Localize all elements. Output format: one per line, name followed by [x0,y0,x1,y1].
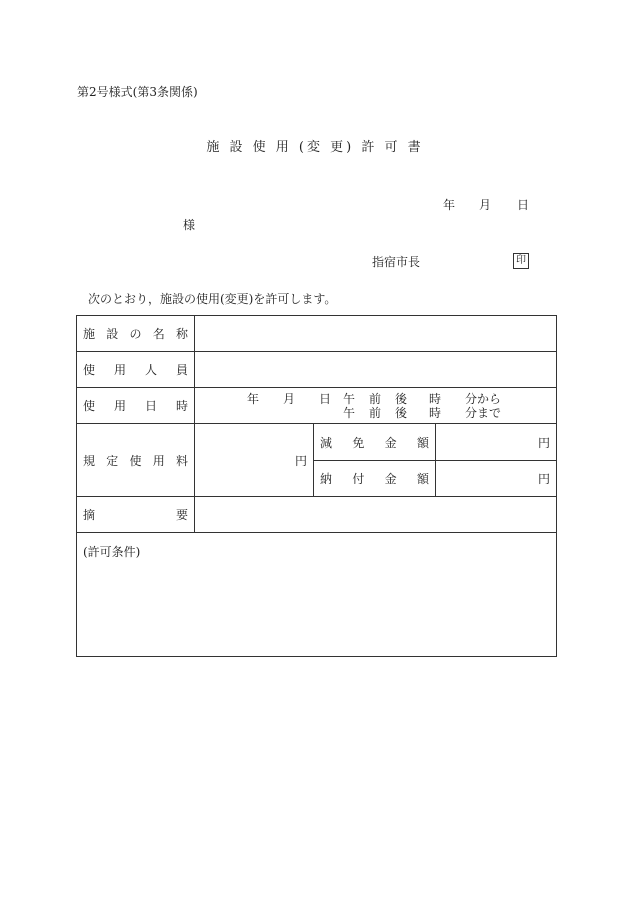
label-char: 用 [152,453,165,468]
conditions-label: (許可条件) [83,545,141,559]
am-label: 午 [343,391,356,406]
seal-mark: 印 [513,253,529,269]
label-char: 額 [416,472,429,486]
day-label: 日 [319,391,332,406]
label-char: 規 [83,453,96,468]
label-char: 使 [83,363,96,377]
users-field[interactable] [195,352,557,388]
label-char: 要 [175,508,188,522]
after-label: 後 [395,391,408,406]
label-char: 用 [113,399,126,413]
hour-label: 時 [429,391,442,406]
addressee-honorific: 様 [183,218,196,232]
fee-label [77,424,195,497]
am-label: 午 [343,405,356,420]
summary-field[interactable] [195,497,557,533]
hour-label: 時 [429,405,442,420]
date-month-label: 月 [479,198,492,212]
exemption-label [314,424,436,461]
label-char: 料 [175,453,188,468]
label-char: 員 [175,363,188,377]
before-label: 前 [369,391,382,406]
after-label: 後 [395,405,408,420]
users-row [77,352,557,388]
document-title: 施 設 使 用 (変 更) 許 可 書 [206,140,424,155]
users-label [77,352,195,388]
payment-amount-field[interactable] [436,461,557,497]
exemption-amount-field[interactable] [436,424,557,461]
conditions-row [77,533,557,657]
label-char: 付 [352,472,365,486]
label-char: 金 [384,435,397,450]
label-char: 摘 [83,508,96,522]
fee-row-1 [77,424,557,461]
label-char: 時 [175,399,188,413]
fee-amount-field[interactable] [195,424,314,497]
year-label: 年 [247,391,260,406]
label-char: 免 [352,435,365,450]
datetime-end-line [247,406,556,420]
datetime-field[interactable] [195,388,557,424]
datetime-row [77,388,557,424]
label-char: 名 [152,327,165,341]
label-char: 施 [83,327,96,341]
date-day-label: 日 [517,198,530,212]
form-number: 第2号様式(第3条関係) [77,85,198,99]
summary-row [77,497,557,533]
from-minute-label: 分から [465,391,502,406]
label-char: 納 [320,472,333,486]
facility-name-label [77,316,195,352]
label-char: 使 [83,399,96,413]
yen-unit: 円 [538,472,551,486]
permit-table [76,315,557,657]
month-label: 月 [283,391,296,406]
date-year-label: 年 [443,198,456,212]
issuer-title: 指宿市長 [372,255,421,269]
payment-label [314,461,436,497]
label-char: の [129,327,142,341]
issue-date [443,199,529,211]
label-char: 人 [144,363,157,377]
label-char: 日 [144,399,157,413]
datetime-start-line [247,392,556,406]
until-minute-label: 分まで [465,405,502,420]
label-char: 金 [384,472,397,486]
datetime-label [77,388,195,424]
label-char: 減 [320,435,333,450]
label-char: 額 [416,435,429,450]
conditions-field[interactable] [77,533,557,657]
label-char: 称 [175,327,188,341]
label-char: 用 [113,363,126,377]
yen-unit: 円 [538,435,551,450]
label-char: 設 [106,327,119,341]
facility-name-row [77,316,557,352]
label-char: 使 [129,453,142,468]
facility-name-field[interactable] [195,316,557,352]
permit-statement: 次のとおり，施設の使用(変更)を許可します。 [88,292,337,306]
label-char: 定 [106,453,119,468]
before-label: 前 [369,405,382,420]
summary-label [77,497,195,533]
spacer [247,406,343,420]
yen-unit: 円 [294,453,307,468]
